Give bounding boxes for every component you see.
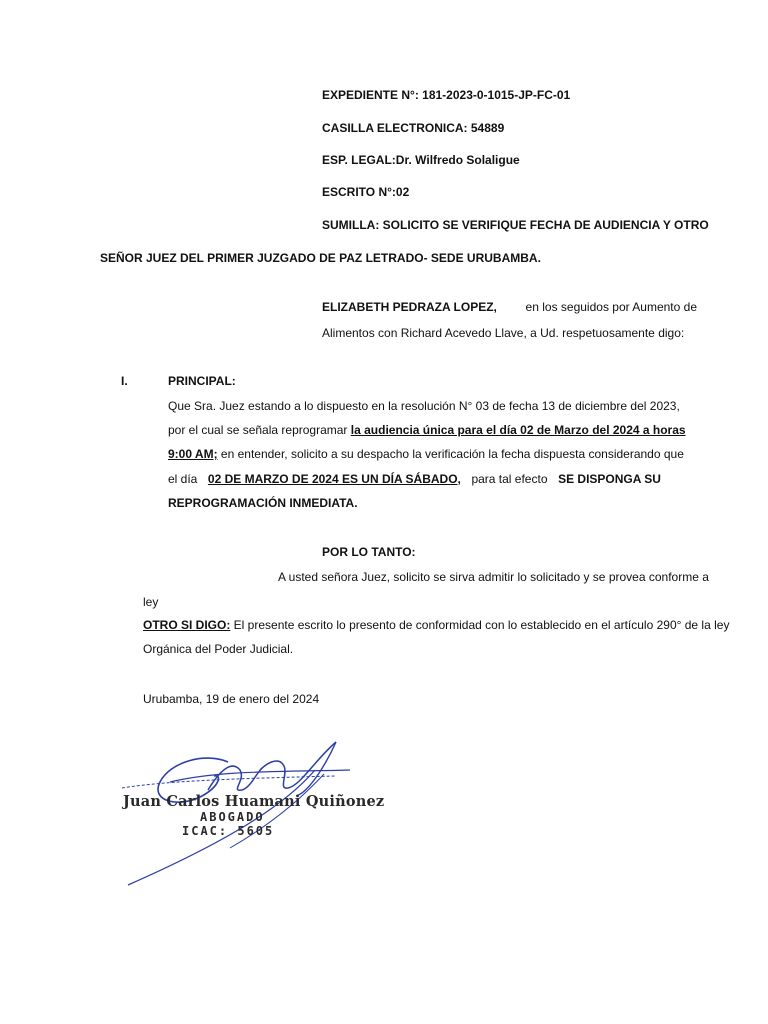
stamp-title: ABOGADO: [200, 810, 265, 824]
addressee: SEÑOR JUEZ DEL PRIMER JUZGADO DE PAZ LETRADO- SEDE URUBAMBA.: [100, 251, 541, 265]
escrito-number: ESCRITO N°:02: [322, 185, 410, 199]
audiencia-time-highlight: 9:00 AM;: [168, 447, 218, 461]
intro-line-1-rest: en los seguidos por Aumento de: [525, 300, 697, 314]
section-title: PRINCIPAL:: [168, 374, 236, 388]
otro-si-label: OTRO SI DIGO:: [143, 618, 231, 632]
section-line-4a: el día: [168, 472, 198, 486]
otro-si-text: El presente escrito lo presento de conformidad con lo establecido en el artículo 290° de la ley: [230, 618, 730, 632]
section-line-2: [168, 423, 686, 437]
por-lo-tanto-title: POR LO TANTO:: [322, 545, 416, 559]
por-lo-tanto-line-1: A usted señora Juez, solicito se sirva admitir lo solicitado y se provea conforme a: [278, 570, 709, 584]
section-line-2a: por el cual se señala reprogramar: [168, 423, 351, 437]
expediente-number: EXPEDIENTE N°: 181-2023-0-1015-JP-FC-01: [322, 88, 571, 102]
especialista-legal: ESP. LEGAL:Dr. Wilfredo Solaligue: [322, 153, 520, 167]
disponga-text: SE DISPONGA SU: [558, 472, 661, 486]
sumilla-label: SUMILLA: [322, 218, 376, 232]
stamp-registration: ICAC: 5605: [182, 824, 275, 838]
section-line-3: [168, 447, 684, 461]
section-line-5: REPROGRAMACIÓN INMEDIATA.: [168, 496, 358, 510]
petitioner-name: ELIZABETH PEDRAZA LOPEZ,: [322, 300, 497, 314]
casilla-electronica: CASILLA ELECTRONICA: 54889: [322, 121, 505, 135]
section-line-4: [168, 472, 661, 486]
audiencia-date-highlight: la audiencia única para el día 02 de Marzo del 2024 a horas: [350, 423, 686, 437]
date-line: Urubamba, 19 de enero del 2024: [143, 692, 320, 706]
intro-line-1: [322, 300, 697, 314]
sumilla-text: : SOLICITO SE VERIFIQUE FECHA DE AUDIENCIA Y OTRO: [375, 218, 709, 232]
stamp-lawyer-name: Juan Carlos Huamani Quiñonez: [123, 793, 385, 810]
saturday-highlight: 02 DE MARZO DE 2024 ES UN DÍA SÁBADO,: [207, 472, 461, 486]
section-number: I.: [121, 374, 128, 388]
section-line-4c: para tal efecto: [471, 472, 548, 486]
otro-si-line-1: [143, 618, 729, 632]
section-line-3b: en entender, solicito a su despacho la verificación la fecha dispuesta considerando que: [217, 447, 684, 461]
por-lo-tanto-line-2: ley: [143, 595, 159, 609]
otro-si-line-2: Orgánica del Poder Judicial.: [143, 642, 294, 656]
intro-line-2: Alimentos con Richard Acevedo Llave, a Ud. respetuosamente digo:: [322, 326, 685, 340]
sumilla: [322, 218, 709, 232]
section-line-1: Que Sra. Juez estando a lo dispuesto en la resolución N° 03 de fecha 13 de diciembre del 2023,: [168, 399, 680, 413]
